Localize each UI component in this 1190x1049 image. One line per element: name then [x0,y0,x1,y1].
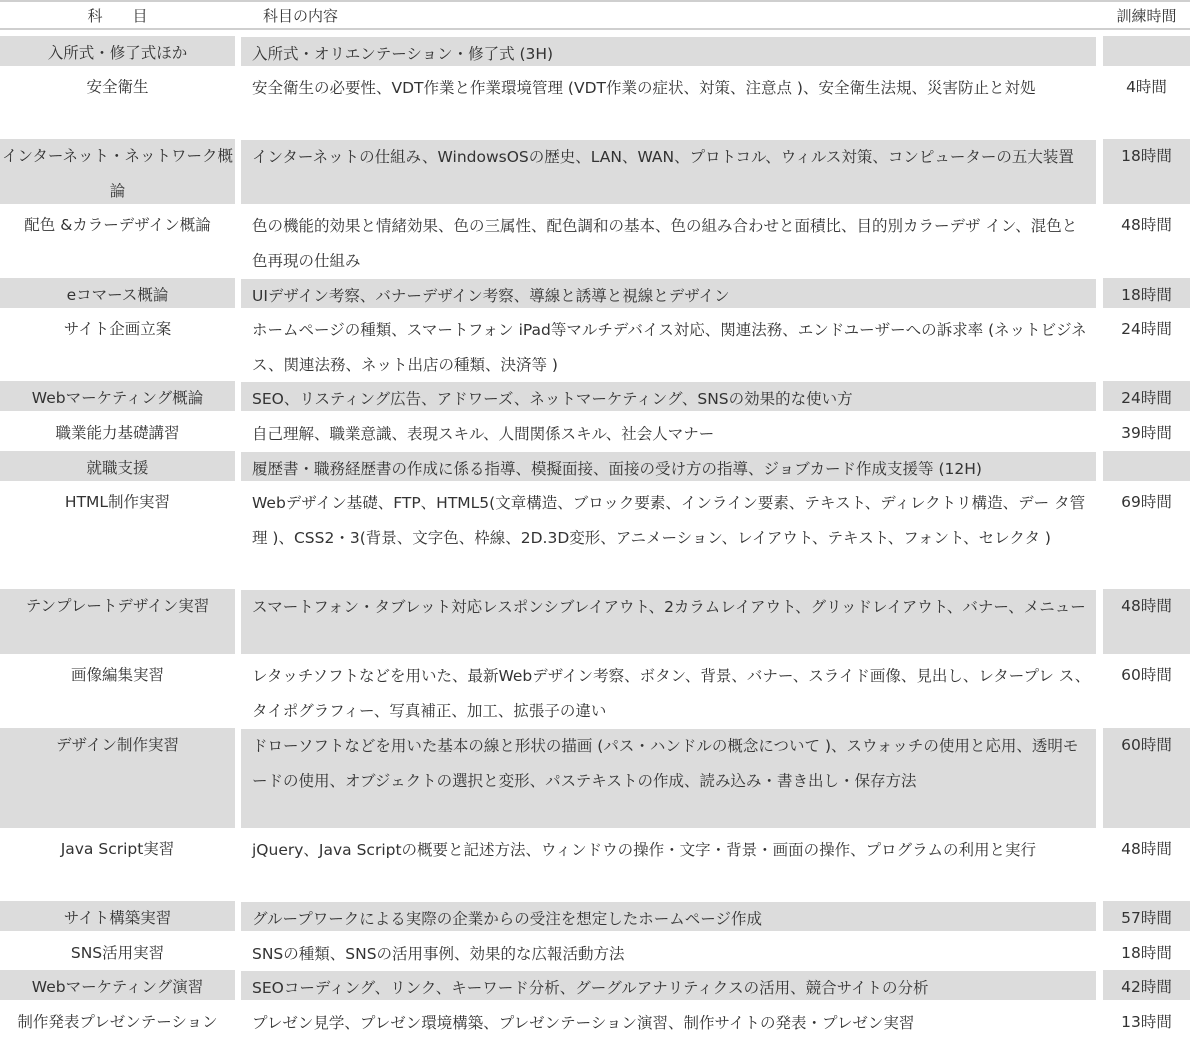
row-subject: SNS活用実習 [70,944,165,962]
header-bottom-rule [0,28,1190,30]
row-subject: テンプレートデザイン実習 [0,589,235,654]
table-row [0,379,1190,414]
row-subject: インターネット・ネットワーク概論 [0,139,235,204]
row-hours: 48時間 [1103,589,1190,654]
row-content: 安全衛生の必要性、VDT作業と作業環境管理 (VDT作業の症状、対策、注意点 )、安全衛生法規、災害防止と対処 [252,79,1036,97]
row-content: レタッチソフトなどを用いた、最新Webデザイン考察、ボタン、背景、バナー、スライド画像、見出し、レタープレ ス、タイポグラフィー、写真補正、加工、拡張子の違い [252,667,1091,720]
table-row [0,414,1190,449]
table-row [0,934,1190,969]
row-hours [1103,451,1190,481]
row-subject: 職業能力基礎講習 [55,424,180,442]
row-content: グループワークによる実際の企業からの受注を想定したホームページ作成 [241,902,1096,931]
table-row [0,830,1190,900]
row-content: ホームページの種類、スマートフォン iPad等マルチデバイス対応、関連法務、エンドユーザーへの訴求率 (ネットビジネス、関連法務、ネット出店の種類、決済等 ) [252,321,1087,374]
row-hours: 48時間 [1121,840,1172,858]
row-content: 入所式・オリエンテーション・修了式 (3H) [241,37,1096,66]
table-row [0,1003,1190,1041]
row-hours: 18時間 [1103,139,1190,204]
row-subject: HTML制作実習 [64,493,171,511]
row-subject: 安全衛生 [86,78,149,96]
row-content: プレゼン見学、プレゼン環境構築、プレゼンテーション演習、制作サイトの発表・プレゼン実習 [252,1014,915,1032]
table-row [0,68,1190,138]
row-subject: Webマーケティング演習 [0,970,235,1000]
row-subject: eコマース概論 [0,278,235,308]
table-row [0,310,1190,380]
row-subject: 就職支援 [0,451,235,481]
row-hours: 24時間 [1121,320,1172,338]
row-content: SNSの種類、SNSの活用事例、効果的な広報活動方法 [252,945,625,963]
row-hours: 60時間 [1103,728,1190,828]
header-content: 科目の内容 [263,6,339,25]
table-row [0,483,1190,588]
row-content: 自己理解、職業意識、表現スキル、人間関係スキル、社会人マナー [252,425,715,443]
row-hours: 18時間 [1121,944,1172,962]
row-hours: 60時間 [1121,666,1172,684]
row-hours: 24時間 [1103,381,1190,411]
row-subject: 配色 &カラーデザイン概論 [24,216,211,234]
row-content: SEO、リスティング広告、アドワーズ、ネットマーケティング、SNSの効果的な使い方 [241,382,1096,411]
row-content: インターネットの仕組み、WindowsOSの歴史、LAN、WAN、プロトコル、ウィルス対策、コンピューターの五大装置 [241,140,1096,204]
row-hours: 39時間 [1121,424,1172,442]
row-subject: 入所式・修了式ほか [0,36,235,66]
row-content: ドローソフトなどを用いた基本の線と形状の描画 (パス・ハンドルの概念について )、スウォッチの使用と応用、透明モードの使用、オブジェクトの選択と変形、パステキストの作成、読み込み・書き出し・保存方法 [241,729,1096,828]
row-subject: デザイン制作実習 [0,728,235,828]
row-subject: 制作発表プレゼンテーション [17,1013,218,1031]
header-hours: 訓練時間 [1116,6,1177,25]
row-hours [1103,36,1190,66]
table-row [0,968,1190,1003]
header-subject: 科 目 [87,6,148,25]
row-subject: サイト企画立案 [63,320,172,338]
row-hours: 69時間 [1121,493,1172,511]
row-subject: Webマーケティング概論 [0,381,235,411]
table-row [0,656,1190,726]
row-content: スマートフォン・タブレット対応レスポンシブレイアウト、2カラムレイアウト、グリッドレイアウト、バナー、メニュー [241,590,1096,654]
row-content: SEOコーディング、リンク、キーワード分析、グーグルアナリティクスの活用、競合サイトの分析 [241,971,1096,1000]
row-subject: サイト構築実習 [0,901,235,931]
table-row [0,34,1190,69]
row-hours: 48時間 [1121,216,1172,234]
row-hours: 57時間 [1103,901,1190,931]
row-content: jQuery、Java Scriptの概要と記述方法、ウィンドウの操作・文字・背景・画面の操作、プログラムの利用と実行 [252,841,1036,859]
row-hours: 42時間 [1103,970,1190,1000]
table-row [0,137,1190,207]
table-row [0,587,1190,657]
row-content: Webデザイン基礎、FTP、HTML5(文章構造、ブロック要素、インライン要素、テキスト、ディレクトリ構造、デー タ管理 )、CSS2・3(背景、文字色、枠線、2D.3D変形、アニメーション、レイアウト、テキスト、フォント、セレクタ ) [252,494,1086,547]
row-content: 色の機能的効果と情緒効果、色の三属性、配色調和の基本、色の組み合わせと面積比、目的別カラーデザ イン、混色と色再現の仕組み [252,217,1078,270]
row-hours: 18時間 [1103,278,1190,308]
row-subject: Java Script実習 [60,840,175,858]
row-hours: 13時間 [1121,1013,1172,1031]
row-content: 履歴書・職務経歴書の作成に係る指導、模擬面接、面接の受け方の指導、ジョブカード作成支援等 (12H) [241,452,1096,481]
row-hours: 4時間 [1126,78,1167,96]
table-row [0,726,1190,831]
table-row [0,206,1190,276]
row-content: UIデザイン考察、バナーデザイン考察、導線と誘導と視線とデザイン [241,279,1096,308]
table-row [0,899,1190,934]
row-subject: 画像編集実習 [70,666,164,684]
table-row [0,449,1190,484]
table-row [0,276,1190,311]
